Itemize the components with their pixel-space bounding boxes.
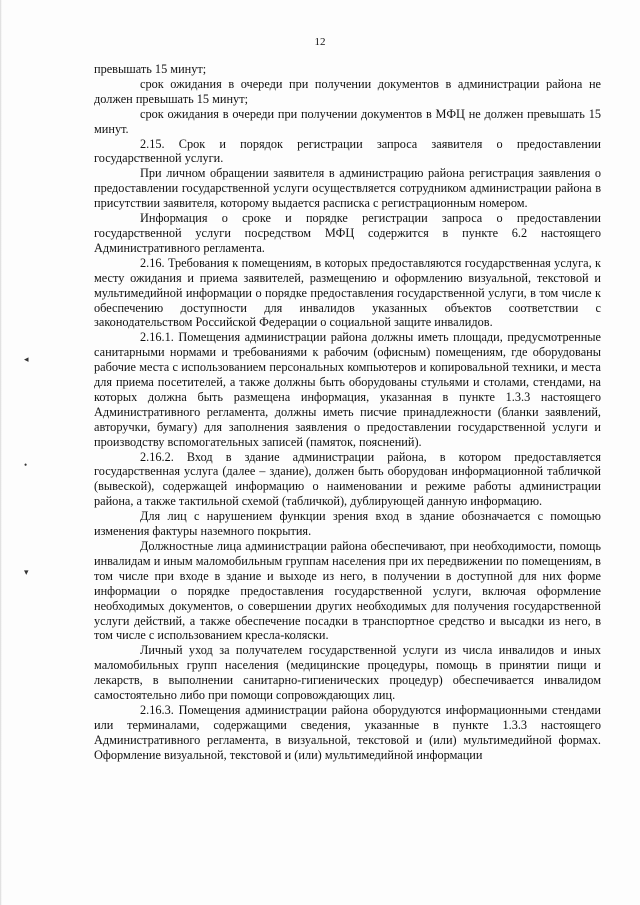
subsection-paragraph: 2.16.3. Помещения администрации района оборудуются информационными стендами или терминалами, содержащими сведения, указанные в пункте 1.3.3 настоящего Административного регламента, в визуальной, текстовой и (или) мультимедийной формах. Оформление визуальной, текстовой и (или) мультимедийной информации [94, 702, 601, 762]
margin-mark: • [24, 460, 28, 470]
section-heading: 2.15. Срок и порядок регистрации запроса заявителя о предоставлении государственной услуги. [94, 136, 601, 166]
scan-edge [0, 0, 2, 905]
margin-mark: ◂ [24, 354, 29, 364]
paragraph: срок ожидания в очереди при получении документов в администрации района не должен превышать 15 минут; [94, 76, 601, 106]
page-number: 12 [314, 36, 326, 48]
section-heading: 2.16. Требования к помещениям, в которых предоставляются государственная услуга, к месту ожидания и приема заявителей, размещению и оформлению визуальной, текстовой и мультимедийной информации о порядке предоставления государственной услуги, в том числе к обеспечению доступности для инвалидов указанных объектов соответствии с законодательством Российской Федерации о социальной защите инвалидов. [94, 255, 601, 330]
paragraph: Должностные лица администрации района обеспечивают, при необходимости, помощь инвалидам и иным маломобильным группам населения при их передвижении по помещениям, в том числе при входе в здание и выходе из него, в получении в доступной для них форме информации о порядке предоставления государственной услуги, включая оформление необходимых документов, о совершении других необходимых для получения государственной услуги действий, а также обеспечение посадки в транспортное средство и высадки из него, в том числе с использованием кресла-коляски. [94, 539, 601, 643]
margin-mark: ▾ [24, 567, 29, 577]
paragraph: Личный уход за получателем государственной услуги из числа инвалидов и иных маломобильных групп населения (медицинские процедуры, помощь в принятии пищи и лекарств, в выполнении санитарно-гигиенических процедур) обеспечивается инвалидом самостоятельно либо при помощи сопровождающих лиц. [94, 643, 601, 703]
subsection-paragraph: 2.16.2. Вход в здание администрации района, в котором предоставляется государственная услуга (далее – здание), должен быть оборудован информационной табличкой (вывеской), содержащей информацию о наименовании и режиме работы администрации района, а также тактильной схемой (табличкой), дублирующей данную информацию. [94, 449, 601, 509]
paragraph: При личном обращении заявителя в администрацию района регистрация заявления о предоставлении государственной услуги осуществляется сотрудником администрации района в присутствии заявителя, которому выдается расписка с регистрационным номером. [94, 166, 601, 211]
paragraph: срок ожидания в очереди при получении документов в МФЦ не должен превышать 15 минут. [94, 106, 601, 136]
subsection-paragraph: 2.16.1. Помещения администрации района должны иметь площади, предусмотренные санитарными нормами и требованиями к рабочим (офисным) помещениям, где оборудованы рабочие места с использованием персональных компьютеров и копировальной техники, и места для приема посетителей, а также должны быть оборудованы стульями и столами, стендами, на которых должна быть размещена информация, указанная в пункте 1.3.3 настоящего Административного регламента, должны иметь писчие принадлежности (бланки заявлений, авторучки, бумагу) для заполнения заявления о предоставлении государственной услуги и производству вспомогательных записей (памяток, пояснений). [94, 330, 601, 449]
paragraph: превышать 15 минут; [94, 62, 207, 76]
document-body [94, 62, 601, 763]
paragraph: Информация о сроке и порядке регистрации запроса о предоставлении государственной услуги посредством МФЦ содержится в пункте 6.2 настоящего Административного регламента. [94, 211, 601, 255]
paragraph: Для лиц с нарушением функции зрения вход в здание обозначается с помощью изменения фактуры наземного покрытия. [94, 509, 601, 539]
